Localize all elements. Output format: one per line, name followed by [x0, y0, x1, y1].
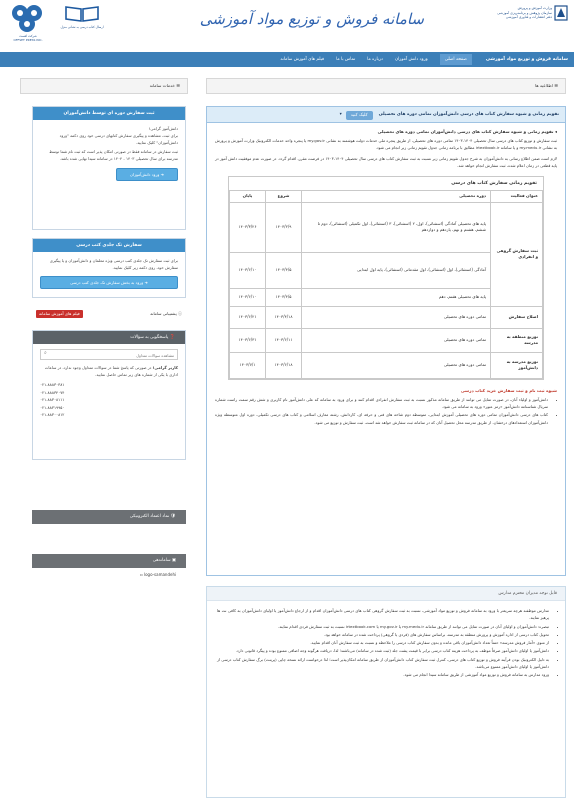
- announcement-panel: [206, 106, 566, 576]
- breadcrumb-announcements: [206, 78, 566, 94]
- order-method-title: شیوه ثبت نام و ثبت سفارش خرید کتاب درسی: [460, 387, 557, 393]
- breadcrumb-label: خدمات سامانه: [149, 83, 175, 88]
- student-login-button-label: ورود دانش‌آموزان: [130, 172, 160, 177]
- question-icon: ❓: [168, 335, 175, 340]
- col-course: دوره تحصیلی: [302, 191, 491, 203]
- accordion-title: تقویم زمانی و شیوه سفارش کتاب های درسی دانش‌آموزان تمامی دوره های تحصیلی: [378, 112, 559, 117]
- faq-search[interactable]: [40, 349, 178, 360]
- end-cell: ۱۴۰۳/۳/۲۶: [230, 202, 266, 252]
- end-cell: ۱۴۰۳/۶/۳۱: [230, 328, 266, 352]
- list-item: • دانش‌آموز یا اولیای دانش‌آموز صرفاً موظف به پرداخت هزینه کتاب درسی برابر با قیمت پشت جلد (ثبت شده در سامانه) می‌باشند؛ لذا، دریافت هرگونه وجه اضافی ممنوع بوده و پیگرد قانونی دارد.: [217, 647, 549, 654]
- samandehi-logo[interactable]: [140, 572, 176, 577]
- single-order-panel: [32, 238, 186, 298]
- ministry-emblem-icon: [554, 4, 568, 22]
- videos-badge[interactable]: فیلم های آموزش سامانه: [36, 310, 83, 318]
- end-cell: ۱۴۰۳/۶/۲۱: [230, 306, 266, 328]
- col-end: پایان: [230, 191, 266, 203]
- course-cell: تمامی دوره های تحصیلی: [302, 328, 491, 352]
- student-greeting: دانش‌آموز گرامی!: [148, 126, 178, 131]
- start-cell: ۱۴۰۳/۶/۱۱: [266, 328, 302, 352]
- offset-logo-icon: [8, 3, 48, 41]
- samandehi-title: ساماندهی: [152, 558, 171, 563]
- single-order-button-label: ورود به بخش سفارش تک جلدی کتب درسی: [70, 280, 144, 285]
- course-cell: آمادگی (استثنائی)، اول (استثنائی)، اول مقدماتی (استثنائی)، پایه اول ابتدایی: [302, 252, 491, 288]
- faq-lead: کاربر گرامی!: [152, 365, 178, 370]
- home-delivery-logo: [56, 3, 108, 43]
- schedule-table-wrap: [228, 176, 544, 380]
- faq-panel: [32, 330, 186, 460]
- schedule-table: [229, 190, 543, 379]
- breadcrumb-services: [20, 78, 188, 94]
- faq-search-input[interactable]: [54, 351, 174, 360]
- table-row: [230, 352, 543, 378]
- course-cell: تمامی دوره های تحصیلی: [302, 352, 491, 378]
- end-cell: ۱۴۰۳/۷/۱: [230, 352, 266, 378]
- student-order-panel: [32, 106, 186, 230]
- support-label[interactable]: [150, 308, 182, 320]
- ministry-sub: سازمان پژوهش و برنامه‌ریزی آموزشی: [497, 10, 552, 15]
- col-start: شروع: [266, 191, 302, 203]
- login-icon: ➜: [143, 280, 148, 285]
- intro-paragraph-1: ثبت سفارش و توزیع کتاب های درسی سال تحصیلی ۱۴۰۴-۱۴۰۳ تمامی دوره های تحصیلی، از طریق پنجره ملی خدمات دولت هوشمند به نشانی my.gov.ir یا پنجره واحد خدمات الکترونیک وزارت آموزش و پرورش به نشانی my.medu.ir و یا سامانه irtextbook.ir مطابق با برنامه زمانی جدول تقویم زمانی زیر انجام می شود.: [215, 138, 557, 151]
- phone-number: ۰۲۱-۸۸۳۰۸۱۱۱: [40, 397, 65, 402]
- table-row: [230, 202, 543, 252]
- start-cell: ۱۴۰۳/۴/۱۸: [266, 306, 302, 328]
- bars-icon: ☰: [552, 83, 558, 88]
- breadcrumb-label: اطلاعیه ها: [535, 83, 553, 88]
- student-login-button[interactable]: [116, 168, 178, 181]
- phone-number: ۰۲۱-۸۸۳۱۹۹۵۰: [40, 404, 65, 410]
- login-icon: ➜: [159, 172, 164, 177]
- samandehi-alt: logo-samandehi: [143, 572, 177, 577]
- search-icon[interactable]: ⌕: [44, 350, 47, 356]
- samandehi-bar[interactable]: [32, 554, 186, 568]
- activity-cell: توزیع منطقه به مدرسه: [491, 328, 543, 352]
- start-cell: ۱۴۰۳/۴/۵: [266, 252, 302, 288]
- trust-title: نماد اعتماد الکترونیکی: [129, 514, 170, 519]
- nav-about[interactable]: درباره ما: [367, 57, 383, 62]
- activity-cell: اصلاح سفارش: [491, 306, 543, 328]
- start-cell: ۱۴۰۳/۲/۹: [266, 202, 302, 252]
- single-order-button[interactable]: [40, 276, 178, 289]
- info-icon: ⓘ: [176, 311, 182, 316]
- start-cell: ۱۴۰۳/۶/۱۸: [266, 352, 302, 378]
- list-item: • تحویل کتاب درسی از اداره آموزش و پرورش منطقه به مدرسه، براساس سفارش های (فردی یا گروهی) پرداخت شده در سامانه خواهد بود.: [217, 631, 549, 638]
- nav-home[interactable]: صفحه اصلی: [440, 54, 472, 65]
- broken-image-icon: ▫: [140, 572, 144, 577]
- site-banner: [0, 0, 574, 46]
- chevron-down-icon[interactable]: ▾: [339, 112, 342, 117]
- site-title: سامانه فروش و توزیع مواد آموزشی: [199, 10, 424, 28]
- list-item: • دانش‌آموز و اولیاء آنان، در صورت تمایل می توانند از طریق سامانه مذکور نسبت به ثبت سفارش انفرادی اقدام کنند و برای ورود به سامانه که علی دانش‌آموز نام کاربری و شش رقم سمت راست شماره سریال شناسنامه دانش‌آموز «رمز عبور» ورود به سامانه می شود.: [215, 396, 548, 411]
- publisher-name: شرکت افست: [19, 34, 37, 38]
- group-activity-cell: ثبت سفارش گروهی و انفرادی: [491, 202, 543, 306]
- phone-number: ۰۲۱-۸۸۳۰۰۸۱۲: [40, 412, 65, 417]
- support-row: [32, 308, 186, 320]
- publisher-en: OFFSET PRESS INC.: [13, 37, 43, 42]
- student-paragraph-1: برای ثبت، مشاهده و پیگیری سفارش کتابهای درسی خود روی دکمه "ورود دانش‌آموزان" کلیک نمایید.: [59, 133, 178, 145]
- main-nav: [0, 52, 574, 67]
- faq-title-text: پاسخگویی به سؤالات: [130, 335, 169, 340]
- single-order-title: سفارش تک جلدی کتب درسی: [33, 239, 185, 252]
- list-item: • مدارس موظفند هرچه سریعتر با ورود به سامانه فروش و توزیع مواد آموزشی، نسبت به ثبت سفارش گروهی کتاب های درسی دانش‌آموزان اقدام و از ارجاع دانش‌آموز یا اولیای دانش‌آموزان به کافی نت ها پرهیز نمایند.: [217, 607, 549, 622]
- course-cell: پایه های تحصیلی آمادگی (استثنائی)، اول، ۲ (استثنائی)، ۳ (استثنائی)، اول تکمیلی (استثنائی)، دوم تا ششم، هشتم و نهم، یازدهم و دوازدهم: [302, 202, 491, 252]
- end-cell: ۱۴۰۳/۶/۱۰: [230, 288, 266, 306]
- order-method-list: [215, 396, 557, 426]
- ministry-sub2: دفتر انتشارات و فناوری آموزشی: [505, 15, 552, 19]
- nav-videos[interactable]: فیلم های آموزش سامانه: [280, 57, 325, 62]
- phone-number: ۰۲۱-۸۸۸۳۴۰۷۴: [40, 389, 65, 395]
- notice-panel: [206, 586, 566, 798]
- support-label-text: پشتیبانی سامانه: [150, 311, 177, 316]
- intro-paragraph-2: لازم است ضمن اطلاع رسانی به دانش‌آموزان به شرح جدول تقویم زمانی زیر نسبت به ثبت سفارش کتاب های درسی سال تحصیلی ۱۴۰۴-۱۴۰۳ در فرصت مقرر، اقدام گردد. در صورت عدم موفقیت دانش آموز در پایه قطعی در زمان اعلام شده، ثبت سفارش انجام خواهد شد.: [215, 155, 557, 168]
- start-cell: ۱۴۰۳/۴/۵: [266, 288, 302, 306]
- shield-icon: 🛡: [169, 514, 176, 519]
- book-icon: [62, 3, 102, 23]
- table-row: [230, 306, 543, 328]
- notice-title: قابل توجه مدیران محترم مدارس: [207, 587, 565, 601]
- nav-student-login[interactable]: ورود دانش آموزان: [394, 57, 428, 62]
- badge-icon: ▣: [170, 558, 176, 563]
- click-here-button[interactable]: کلیک کنید: [346, 111, 373, 120]
- delivery-badge: ارسال کتاب درسی به نشانی منزل: [60, 25, 104, 29]
- list-item: • کتاب های درسی دانش‌آموزان تمامی دوره های تحصیلی آموزش ابتدایی، متوسطه دوم شاخه های فنی و حرفه ای، کاردانش، رشته معارف اسلامی و کتاب های درسی تکمیلی، دوره اول متوسطه ویژه دانش‌آموزان استعدادهای درخشان، از طریق مدرسه محل تحصیل آنان که در سامانه ثبت سفارش خواهد شد است، ثبت سفارش و توزیع می شود.: [215, 411, 548, 426]
- single-order-paragraph: برای ثبت سفارش تک جلدی کتب درسی ویژه معلمان و دانش‌آموزان و یا پیگیری سفارش خود، روی دکمه زیر کلیک نمایید.: [49, 258, 178, 270]
- list-item: • به دلیل الکترونیک بودن فرآیند فروش و توزیع کتاب های درسی، کنترل ثبت سفارش کتاب دانش‌آموزان از طریق سامانه امکان‌پذیر است؛ لذا درخواست ارائه نسخه چاپی (پرینت) برگ سفارش کتاب درسی از دانش‌آموز یا اولیای دانش‌آموز ممنوع می‌باشد.: [217, 656, 549, 671]
- nav-contact[interactable]: تماس با ما: [336, 57, 356, 62]
- list-item: • ورود مدارس به سامانه فروش و توزیع مواد آموزشی از طریق سامانه سیدا انجام می شود.: [217, 671, 549, 678]
- schedule-caption: تقویم زمانی سفارش کتاب های درسی: [451, 181, 537, 187]
- intro-heading: ◂ تقویم زمانی و شیوه سفارش کتاب های درسی دانش‌آموزان تمامی دوره های تحصیلی: [377, 129, 557, 134]
- accordion-header[interactable]: [207, 107, 565, 123]
- list-item: • تبصره: دانش‌آموزان و اولیای آنان در صورت تمایل می توانند از طریق سامانه my.medu.ir یا my.gov.ir یا irtextbook.com نسبت به ثبت سفارش فردی اقدام نمایند.: [217, 623, 549, 630]
- course-cell: پایه های تحصیلی هفتم، دهم: [302, 288, 491, 306]
- student-paragraph-2: ثبت سفارش در سامانه فقط در صورتی امکان پذیر است که ثبت نام شما توسط مدرسه برای سال تحصیلی ۱۴۰۳ - ۱۴۰۴ در سامانه سیدا نهایی شده باشد.: [49, 149, 178, 161]
- faq-text: در صورتی که پاسخ شما در سوالات متداول وجود ندارد، در ساعات اداری با یکی از شماره های زیر تماس حاصل نمایید.: [44, 365, 178, 377]
- course-cell: تمامی دوره های تحصیلی: [302, 306, 491, 328]
- nav-brand[interactable]: سامانه فروش و توزیع مواد آموزشی: [485, 57, 568, 62]
- activity-cell: توزیع مدرسه به دانش‌آموز: [491, 352, 543, 378]
- list-item: • از منوی «آمار فروش مدرسه» حتماً تعداد دانش‌آموزان باقی مانده و بدون سفارش کتاب درسی را ملاحظه و نسبت به ثبت سفارش آنان اقدام نمایید.: [217, 639, 549, 646]
- bars-icon: ☰: [174, 83, 180, 88]
- table-row: [230, 328, 543, 352]
- faq-title: [33, 331, 185, 344]
- phone-list: [40, 381, 178, 419]
- trust-seal-bar[interactable]: [32, 510, 186, 524]
- phone-number: ۰۲۱-۸۸۸۳۰۳۸۱: [40, 382, 65, 387]
- end-cell: ۱۴۰۳/۶/۱۰: [230, 252, 266, 288]
- student-order-title: ثبت سفارش دوره ای توسط دانش‌آموزان: [33, 107, 185, 120]
- ministry-name: وزارت آموزش و پرورش: [517, 6, 552, 10]
- notice-list: [207, 601, 565, 684]
- col-activity: عنوان فعالیت: [491, 191, 543, 203]
